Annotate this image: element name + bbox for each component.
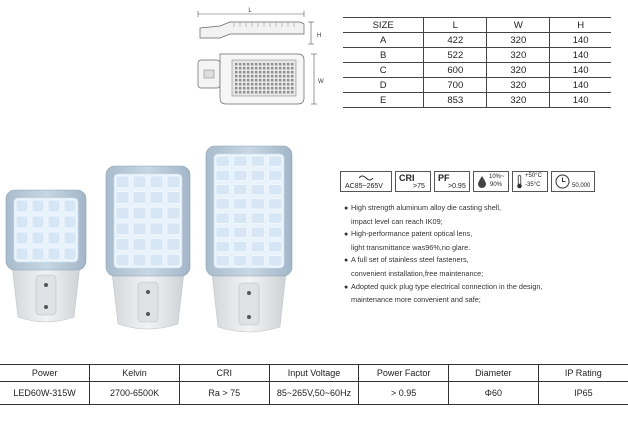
humidity-box xyxy=(473,171,509,192)
width-cell: 320 xyxy=(487,63,550,78)
bullet-icon: ● xyxy=(344,231,349,239)
size-row xyxy=(343,63,611,78)
length-cell: 700 xyxy=(424,78,487,93)
spec-icon-row xyxy=(340,171,595,194)
feature-text: High-performance patent optical lens, xyxy=(351,229,473,239)
width-cell: 320 xyxy=(487,93,550,108)
spec-table xyxy=(0,364,628,405)
street-light xyxy=(206,146,292,332)
top-view-drawing xyxy=(198,54,324,104)
cri-value: Ra > 75 xyxy=(179,382,269,405)
kelvin-header: Kelvin xyxy=(90,365,180,382)
feature-line xyxy=(344,281,614,295)
width-cell: 320 xyxy=(487,48,550,63)
feature-line xyxy=(344,242,614,255)
clock-icon xyxy=(555,174,570,189)
size-table xyxy=(343,17,611,108)
length-cell: 522 xyxy=(424,48,487,63)
feature-line xyxy=(344,202,614,216)
size-cell: C xyxy=(343,63,424,78)
voltage-text: AC85~265V xyxy=(345,183,383,190)
power-value: LED60W-315W xyxy=(0,382,90,405)
dimension-drawing xyxy=(190,4,330,108)
temperature-line2: -35°C xyxy=(525,182,541,188)
feature-text: impact level can reach IK09; xyxy=(351,216,443,226)
pf-text: >0.95 xyxy=(448,183,466,190)
feature-line xyxy=(344,268,614,281)
length-cell: 422 xyxy=(424,33,487,48)
size-cell: B xyxy=(343,48,424,63)
diameter-value: Φ60 xyxy=(449,382,539,405)
input-voltage-value: 85~265V,50~60Hz xyxy=(269,382,359,405)
power-factor-header: Power Factor xyxy=(359,365,449,382)
feature-text: maintenance more convenient and safe; xyxy=(351,295,481,305)
feature-text: A full set of stainless steel fasteners, xyxy=(351,255,469,265)
length-cell: 853 xyxy=(424,93,487,108)
ac-wave-icon xyxy=(358,174,374,181)
bullet-icon: ● xyxy=(344,283,349,291)
temperature-box xyxy=(512,171,548,192)
kelvin-value: 2700-6500K xyxy=(90,382,180,405)
size-row xyxy=(343,93,611,108)
lifetime-box xyxy=(551,171,595,192)
street-light xyxy=(6,190,86,322)
product-photo xyxy=(0,140,300,345)
power-factor-value: > 0.95 xyxy=(359,382,449,405)
size-cell: A xyxy=(343,33,424,48)
input-voltage-header: Input Voltage xyxy=(269,365,359,382)
feature-line xyxy=(344,216,614,229)
temperature-line1: +50°C xyxy=(525,173,542,179)
lifetime-text: 50,000 xyxy=(572,183,591,189)
size-row xyxy=(343,48,611,63)
size-row xyxy=(343,78,611,93)
side-view-drawing xyxy=(198,8,321,44)
feature-list xyxy=(344,202,614,307)
humidity-line2: 90% xyxy=(490,182,503,188)
length-cell: 600 xyxy=(424,63,487,78)
length-label: L xyxy=(248,8,252,14)
cri-title: CRI xyxy=(399,173,415,183)
width-cell: 320 xyxy=(487,78,550,93)
width-label: W xyxy=(318,79,324,85)
bullet-icon: ● xyxy=(344,205,349,212)
feature-line xyxy=(344,228,614,242)
feature-line xyxy=(344,254,614,268)
height-cell: 140 xyxy=(550,63,611,78)
feature-text: light transmittance was96%,no glare. xyxy=(351,242,471,252)
length-header: L xyxy=(424,18,487,33)
voltage-box xyxy=(340,171,392,192)
water-drop-icon xyxy=(478,176,486,188)
thermometer-icon xyxy=(516,175,523,189)
width-header: W xyxy=(487,18,550,33)
diameter-header: Diameter xyxy=(449,365,539,382)
cri-text: >75 xyxy=(413,183,425,190)
ip-rating-value: IP65 xyxy=(538,382,628,405)
height-cell: 140 xyxy=(550,93,611,108)
feature-line xyxy=(344,294,614,307)
size-header: SIZE xyxy=(343,18,424,33)
power-header: Power xyxy=(0,365,90,382)
height-cell: 140 xyxy=(550,33,611,48)
size-cell: D xyxy=(343,78,424,93)
size-row xyxy=(343,33,611,48)
pf-title: PF xyxy=(438,173,450,183)
cri-box xyxy=(395,171,431,192)
cri-header: CRI xyxy=(179,365,269,382)
feature-text: High strength aluminum alloy die casting shell, xyxy=(351,203,502,212)
feature-text: Adopted quick plug type electrical connection in the design, xyxy=(351,281,543,291)
humidity-line1: 10%~ xyxy=(489,174,505,180)
pf-box xyxy=(434,171,470,192)
height-header: H xyxy=(550,18,611,33)
height-cell: 140 xyxy=(550,48,611,63)
width-cell: 320 xyxy=(487,33,550,48)
street-light xyxy=(106,166,190,329)
feature-text: convenient installation,free maintenance; xyxy=(351,268,484,278)
height-label: H xyxy=(317,33,322,39)
size-cell: E xyxy=(343,93,424,108)
bullet-icon: ● xyxy=(344,257,349,265)
ip-rating-header: IP Rating xyxy=(538,365,628,382)
height-cell: 140 xyxy=(550,78,611,93)
